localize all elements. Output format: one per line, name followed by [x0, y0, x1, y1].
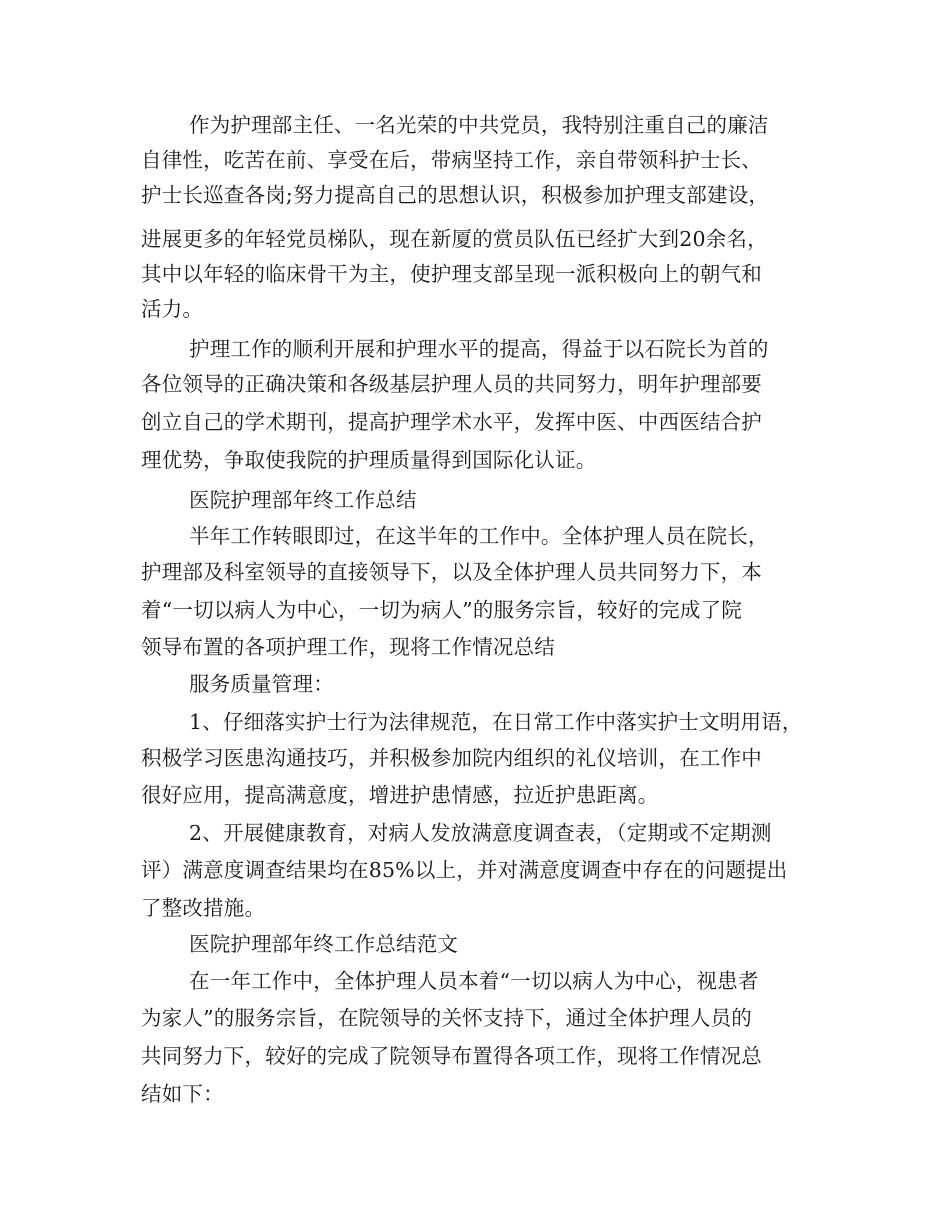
text-line: 积极学习医患沟通技巧，并积极参加院内组织的礼仪培训，在工作中	[141, 746, 762, 770]
text-line: 了整改措施。	[141, 896, 266, 920]
text-line: 2、开展健康教育，对病人发放满意度调查表，（定期或不定期测	[189, 821, 772, 845]
text-line: 自律性，吃苦在前、享受在后，带病坚持工作，亲自带领科护士长、	[141, 148, 762, 172]
text-line: 评）满意度调查结果均在85%以上，并对满意度调查中存在的问题提出	[141, 858, 788, 882]
text-line: 共同努力下，较好的完成了院领导布置得各项工作，现将工作情况总	[141, 1044, 762, 1068]
section-heading: 医院护理部年终工作总结	[189, 488, 417, 512]
text-line: 护理工作的顺利开展和护理水平的提高，得益于以石院长为首的	[189, 337, 769, 361]
text-line: 护士长巡查各岗;努力提高自己的思想认识，积极参加护理支部建设，	[141, 183, 770, 207]
text-line: 活力。	[141, 297, 204, 321]
text-line: 作为护理部主任、一名光荣的中共党员，我特别注重自己的廉洁	[189, 113, 769, 137]
text-line: 为家人”的服务宗旨，在院领导的关怀支持下，通过全体护理人员的	[141, 1006, 752, 1030]
text-line: 护理部及科室领导的直接领导下，以及全体护理人员共同努力下，本	[141, 560, 762, 584]
text-line: 进展更多的年轻党员梯队，现在新厦的赏员队伍已经扩大到20余名，	[141, 227, 768, 251]
text-line: 很好应用，提高满意度，增进护患情感，拉近护患距离。	[141, 783, 659, 807]
text-line: 半年工作转眼即过，在这半年的工作中。全体护理人员在院长，	[189, 524, 769, 548]
text-line: 1、仔细落实护士行为法律规范，在日常工作中落实护士文明用语，	[189, 710, 803, 734]
text-line: 各位领导的正确决策和各级基层护理人员的共同努力，明年护理部要	[141, 372, 762, 396]
text-line: 在一年工作中，全体护理人员本着“一切以病人为中心，视患者	[189, 969, 759, 993]
text-line: 着“一切以病人为中心，一切为病人”的服务宗旨，较好的完成了院	[141, 598, 742, 622]
section-heading: 医院护理部年终工作总结范文	[189, 932, 459, 956]
text-line: 领导布置的各项护理工作，现将工作情况总结	[141, 635, 555, 659]
text-line: 结如下：	[141, 1082, 224, 1106]
section-heading: 服务质量管理：	[189, 672, 334, 696]
text-line: 创立自己的学术期刊，提高护理学术水平，发挥中医、中西医结合护	[141, 410, 762, 434]
text-line: 理优势，争取使我院的护理质量得到国际化认证。	[141, 448, 597, 472]
text-line: 其中以年轻的临床骨干为主，使护理支部呈现一派积极向上的朝气和	[141, 262, 762, 286]
